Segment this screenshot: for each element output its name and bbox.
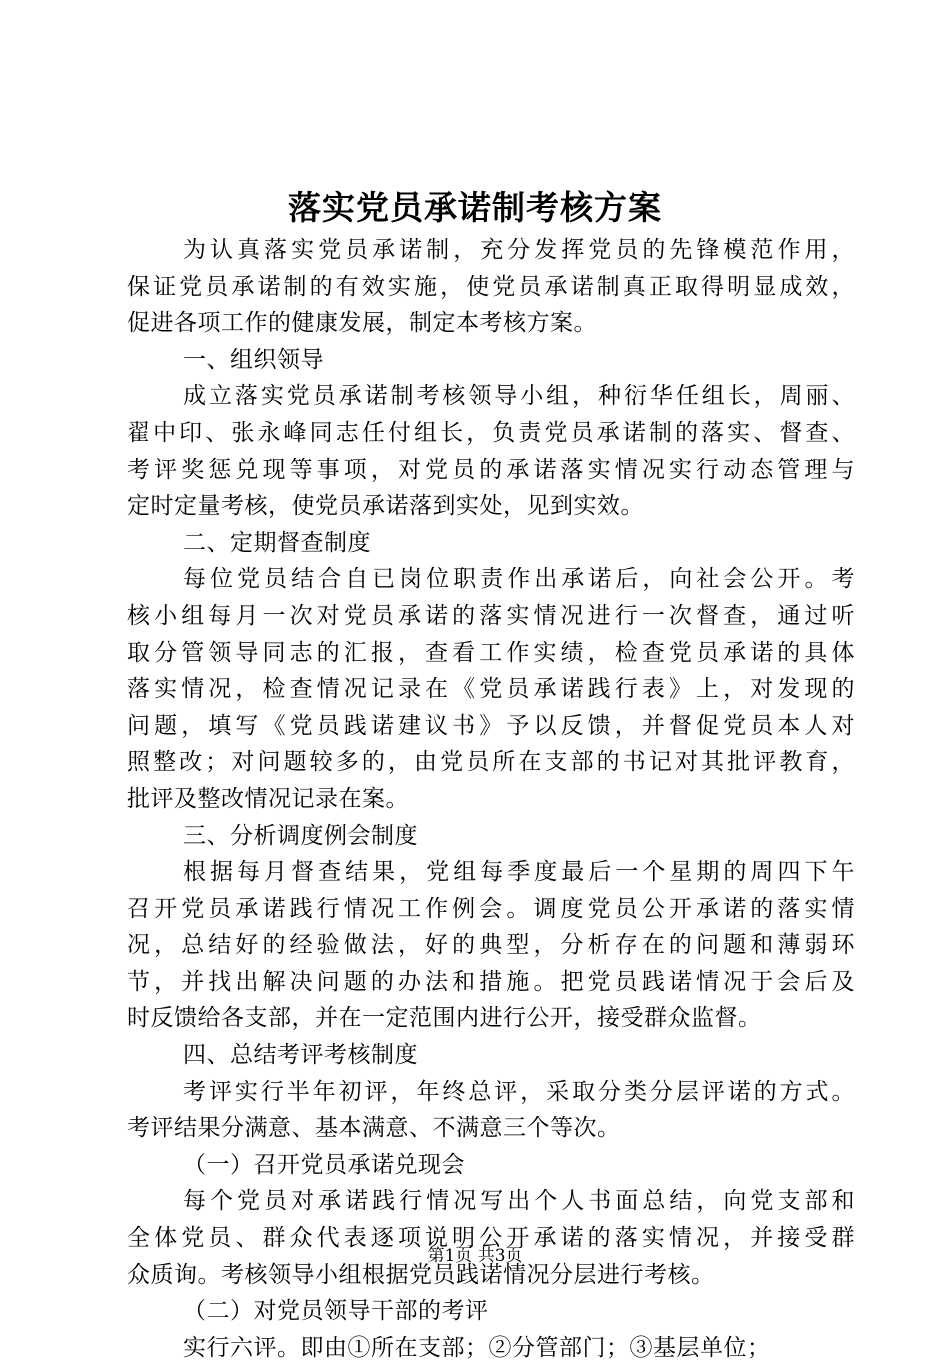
body-line: 每个党员对承诺践行情况写出个人书面总结，向党支部和 [183,1188,855,1215]
body-line: 一、组织领导 [183,346,324,373]
body-line: 三、分析调度例会制度 [183,822,418,849]
body-line: 考评实行半年初评，年终总评，采取分类分层评诺的方式。 [183,1078,855,1105]
body-line: 考评奖惩兑现等事项，对党员的承诺落实情况实行动态管理与 [127,456,855,483]
body-line: 照整改；对问题较多的，由党员所在支部的书记对其批评教育， [127,749,855,776]
body-line: 二、定期督查制度 [183,529,371,556]
body-line: 节，并找出解决问题的办法和措施。把党员践诺情况于会后及 [127,968,855,995]
body-line: 实行六评。即由①所在支部；②分管部门；③基层单位； [183,1334,771,1361]
body-line: 核小组每月一次对党员承诺的落实情况进行一次督查，通过听 [127,602,855,629]
body-line: 时反馈给各支部，并在一定范围内进行公开，接受群众监督。 [127,1005,762,1032]
body-line: 问题，填写《党员践诺建议书》予以反馈，并督促党员本人对 [127,712,855,739]
body-line: 全体党员、群众代表逐项说明公开承诺的落实情况，并接受群 [127,1225,855,1252]
body-line: 况，总结好的经验做法，好的典型，分析存在的问题和薄弱环 [127,932,855,959]
body-line: 定时定量考核，使党员承诺落到实处，见到实效。 [127,493,644,520]
body-line: 考评结果分满意、基本满意、不满意三个等次。 [127,1115,621,1142]
body-line: 批评及整改情况记录在案。 [127,785,409,812]
body-line: 成立落实党员承诺制考核领导小组，种衍华任组长，周丽、 [183,383,855,410]
body-line: 四、总结考评考核制度 [183,1042,418,1069]
document-title: 落实党员承诺制考核方案 [288,188,662,227]
body-line: 众质询。考核领导小组根据党员践诺情况分层进行考核。 [127,1261,715,1288]
body-line: 保证党员承诺制的有效实施，使党员承诺制真正取得明显成效， [127,273,855,300]
body-line: 每位党员结合自已岗位职责作出承诺后，向社会公开。考 [183,566,855,593]
body-line: （二）对党员领导干部的考评 [183,1298,489,1325]
document-body [127,232,855,1366]
body-line: 为认真落实党员承诺制，充分发挥党员的先锋模范作用， [183,237,855,263]
body-line: 落实情况，检查情况记录在《党员承诺践行表》上，对发现的 [127,676,855,703]
body-line: 取分管领导同志的汇报，查看工作实绩，检查党员承诺的具体 [127,639,855,666]
body-line: 召开党员承诺践行情况工作例会。调度党员公开承诺的落实情 [127,895,855,922]
page-footer: 第1页 共3页 [427,1246,523,1266]
body-line: 翟中印、张永峰同志任付组长，负责党员承诺制的落实、督查、 [127,419,855,446]
body-line: 根据每月督查结果，党组每季度最后一个星期的周四下午 [183,859,855,886]
body-line: （一）召开党员承诺兑现会 [183,1151,465,1178]
body-line: 促进各项工作的健康发展，制定本考核方案。 [127,310,597,337]
